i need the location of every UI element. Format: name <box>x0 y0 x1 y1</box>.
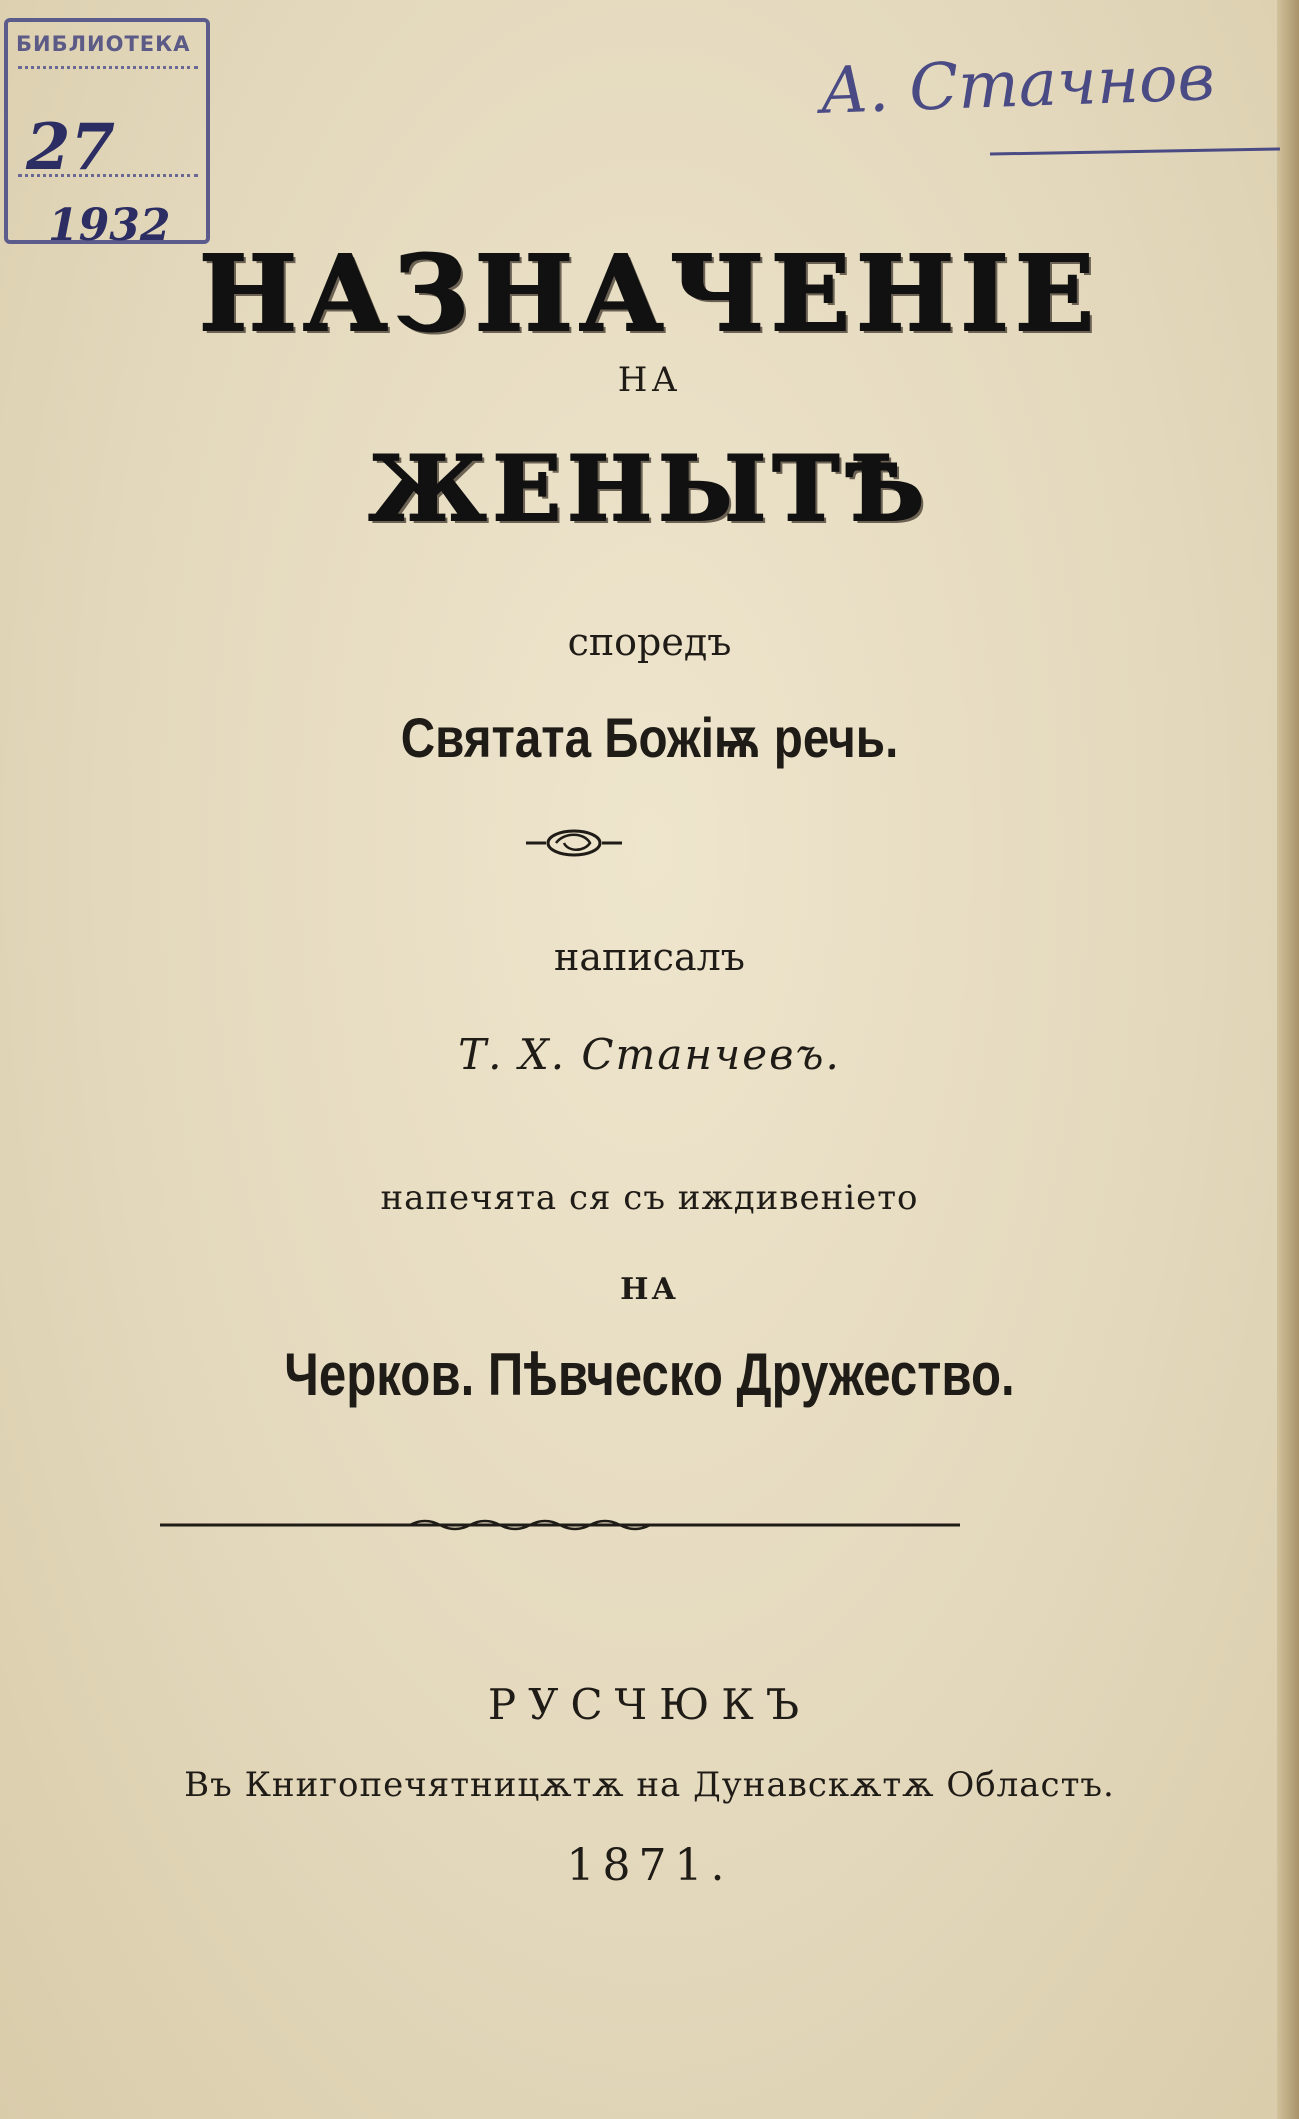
stamp-line <box>18 174 198 177</box>
author-intro: написалъ <box>554 935 745 979</box>
stamp-year: 1932 <box>48 200 171 251</box>
book-title-second-line: ЖЕНЫТѢ <box>368 436 931 542</box>
handwritten-signature: А. Стачнов <box>818 41 1216 129</box>
subtitle-spored: споредъ <box>567 620 732 664</box>
imprint-year: 1871. <box>566 1840 733 1891</box>
title-preposition: НА <box>617 360 682 400</box>
divider-ornament <box>160 1515 960 1535</box>
subtitle-holy-word: Святата Божіѭ речь. <box>400 706 899 769</box>
library-stamp <box>4 18 210 251</box>
imprint-city: РУСЧЮКЪ <box>487 1680 812 1729</box>
book-title: НАЗНАЧЕНІЕ <box>198 232 1101 355</box>
imprint-printer: Въ Книгопечятницѫтѫ на Дунавскѫтѫ Областъ. <box>184 1765 1115 1805</box>
sponsor-society: Черков. Пѣвческо Дружество. <box>284 1341 1015 1408</box>
stamp-number: 27 <box>26 110 116 185</box>
stamp-line <box>18 66 198 69</box>
printed-note: напечята ся съ иждивеніето <box>380 1178 919 1218</box>
printed-preposition: НА <box>620 1272 679 1307</box>
ornament-icon <box>524 826 624 860</box>
author-name: Т. Х. Станчевъ. <box>458 1030 841 1079</box>
stamp-label: БИБЛИОТЕКА <box>16 32 191 56</box>
signature-underline <box>990 147 1280 155</box>
